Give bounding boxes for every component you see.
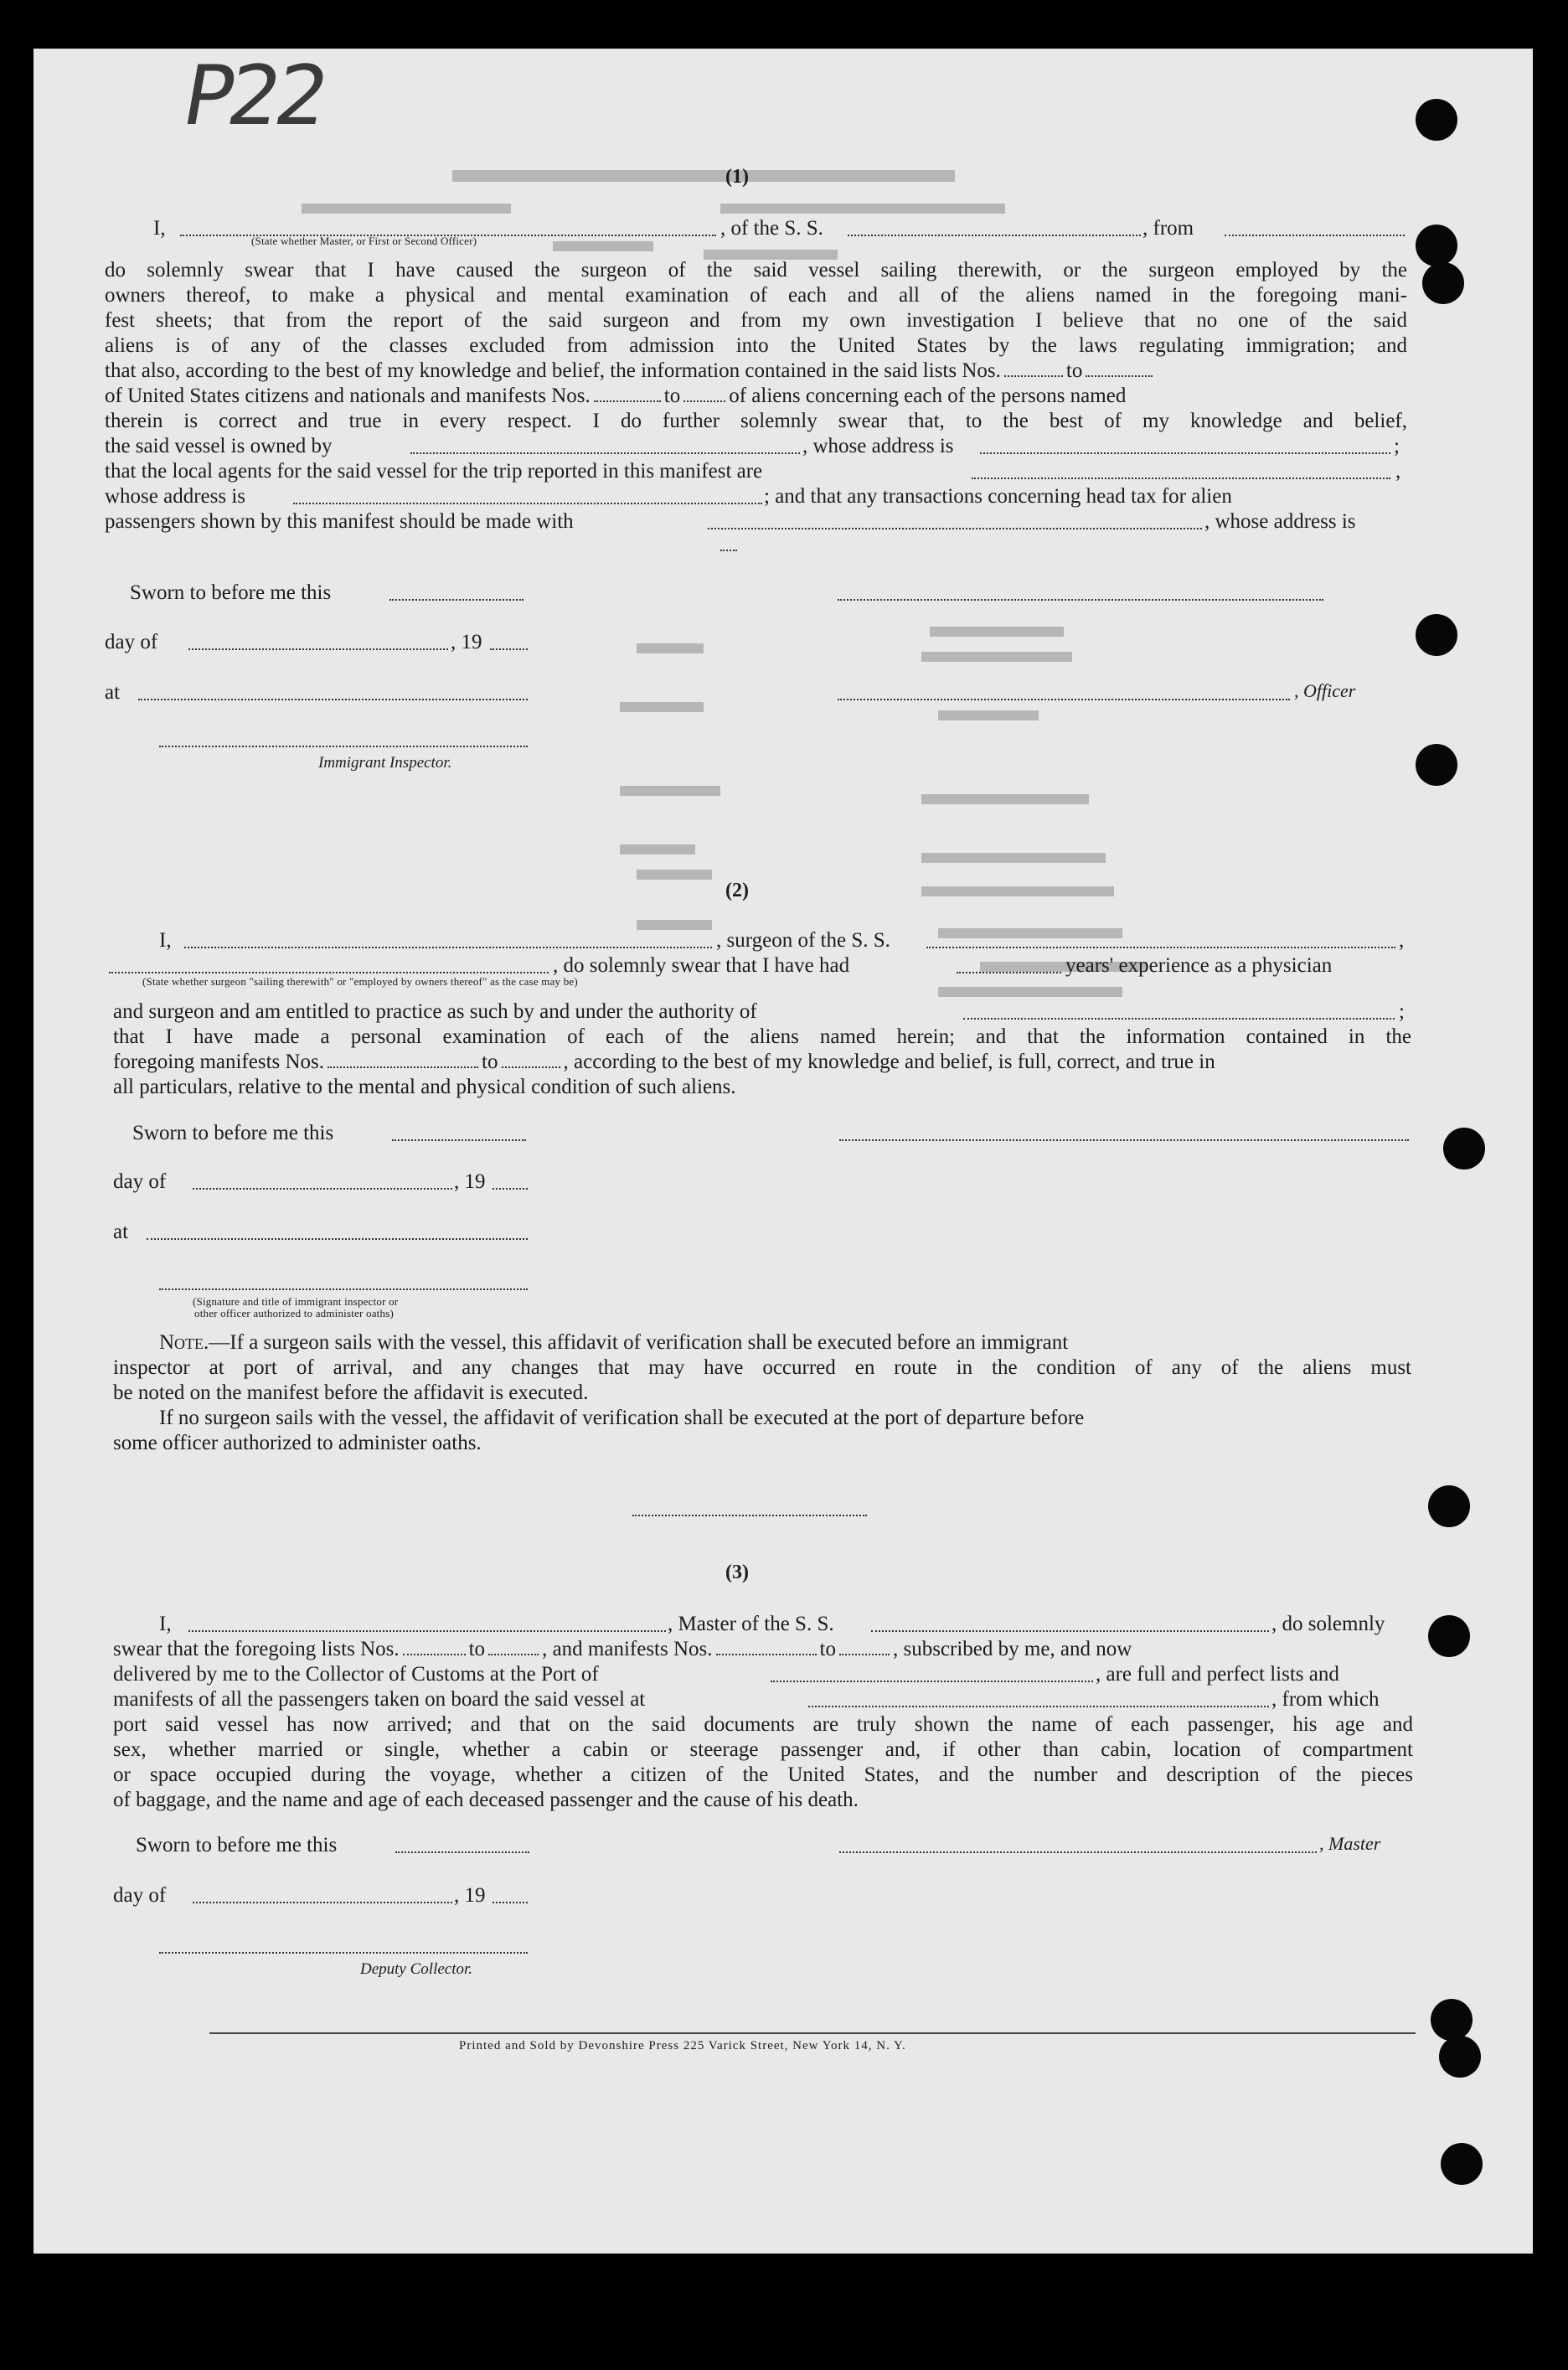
- lists-to-blank[interactable]: [1086, 362, 1153, 377]
- lists-nos-text: that also, according to the best of my knowledge and belief, the information contained in the said lists Nos.: [105, 359, 1001, 382]
- manifests-from-blank[interactable]: [594, 387, 661, 402]
- sec2-line-2: that I have made a personal examination of each of the aliens named herein; and that the information contained in the: [113, 1025, 1411, 1048]
- sec3-line-6: or space occupied during the voyage, whether a citizen of the United States, and the number and description of the pieces: [113, 1763, 1413, 1786]
- sec1-line-3: fest sheets; that from the report of the said surgeon and from my own investigation I believe that no one of the said: [105, 309, 1407, 332]
- do-solemnly-label: , do solemnly swear that I have had: [553, 954, 850, 977]
- comma: ,: [1399, 929, 1405, 952]
- manifest-page: [34, 49, 1533, 2254]
- sec3-line-7: of baggage, and the name and age of each deceased passenger and the cause of his death.: [113, 1789, 859, 1811]
- surgeon-name-blank[interactable]: [184, 947, 712, 948]
- punch-hole: [1428, 1485, 1470, 1527]
- full-correct-text: , according to the best of my knowledge and belief, is full, correct, and true in: [563, 1051, 1215, 1073]
- manifests-nos-text: foregoing manifests Nos.: [113, 1051, 325, 1073]
- collector-label: delivered by me to the Collector of Customs at the Port of: [113, 1663, 599, 1686]
- note-text: —If a surgeon sails with the vessel, this affidavit of verification shall be executed before an immigrant: [209, 1331, 1069, 1354]
- surgeon-ship-blank[interactable]: [926, 947, 1395, 948]
- aliens-text: of aliens concerning each of the persons named: [729, 385, 1127, 407]
- sec3-line-5: sex, whether married or single, whether a cabin or steerage passenger and, if other than cabin, location of compartment: [113, 1738, 1413, 1761]
- sec3-lists-to-blank[interactable]: [488, 1640, 539, 1655]
- years-blank[interactable]: [957, 972, 1061, 973]
- sig-note-1: (Signature and title of immigrant inspector or: [193, 1295, 399, 1308]
- whose-address-label: , whose address is: [802, 435, 954, 457]
- local-agents-label: that the local agents for the said vessel for the trip reported in this manifest are: [105, 460, 763, 483]
- to-label: to: [663, 385, 681, 407]
- manifests-nos-text: of United States citizens and nationals and manifests Nos.: [105, 385, 591, 407]
- owner-blank[interactable]: [410, 452, 800, 454]
- head-tax-address-blank[interactable]: [720, 550, 737, 551]
- from-label: , from: [1142, 217, 1194, 240]
- year-blank[interactable]: [493, 1902, 528, 1903]
- day-of-blank[interactable]: [193, 1188, 452, 1190]
- manifests-to-blank[interactable]: [683, 387, 725, 402]
- whose-address-label-2: whose address is: [105, 485, 246, 508]
- master-name-blank[interactable]: [188, 1630, 666, 1632]
- year-label: , 19: [451, 631, 482, 653]
- year-blank[interactable]: [493, 1188, 528, 1190]
- punch-hole: [1431, 1999, 1473, 2041]
- state-note: (State whether Master, or First or Second Officer): [251, 235, 477, 247]
- sec1-officer-line: [153, 216, 166, 241]
- manifests-nos-text: , and manifests Nos.: [542, 1638, 713, 1660]
- sec2-line-3: [113, 1050, 1215, 1075]
- handwritten-mark: P22: [175, 49, 332, 144]
- sworn-date-blank[interactable]: [389, 599, 524, 601]
- year-label: , 19: [454, 1884, 486, 1907]
- to-label: to: [1065, 359, 1083, 382]
- inspector-signature-blank[interactable]: [159, 1288, 528, 1290]
- master-caption: , Master: [1319, 1833, 1381, 1854]
- authority-label: and surgeon and am entitled to practice as such by and under the authority of: [113, 1000, 757, 1023]
- sec1-line-7: therein is correct and true in every respect. I do further solemnly swear that, to the best of my knowledge and belief,: [105, 410, 1407, 432]
- day-of-label: day of: [113, 1170, 167, 1193]
- ship-name-blank[interactable]: [848, 235, 1141, 236]
- note-line-3: be noted on the manifest before the affidavit is executed.: [113, 1381, 589, 1404]
- semicolon: ;: [1394, 435, 1400, 457]
- day-of-blank[interactable]: [193, 1902, 452, 1903]
- surgeon-of-label: , surgeon of the S. S.: [716, 929, 890, 952]
- sworn-label: Sworn to before me this: [130, 581, 332, 604]
- surgeon-signature-blank[interactable]: [839, 1139, 1409, 1141]
- sec1-line-6: [105, 384, 1126, 409]
- owned-by-label: the said vessel is owned by: [105, 435, 333, 457]
- do-solemnly-label: , do solemnly: [1271, 1613, 1385, 1635]
- officer-blank[interactable]: [838, 699, 1290, 700]
- collector-signature-blank[interactable]: [159, 1952, 528, 1954]
- master-signature-blank[interactable]: [839, 1851, 1317, 1853]
- punch-hole: [1416, 614, 1457, 656]
- sec2-manifests-from-blank[interactable]: [328, 1053, 478, 1068]
- sworn-date-blank[interactable]: [395, 1851, 529, 1853]
- sec2-manifests-to-blank[interactable]: [502, 1053, 560, 1068]
- years-experience-label: years' experience as a physician: [1065, 954, 1333, 977]
- from-which-label: , from which: [1271, 1688, 1380, 1711]
- section-divider: [632, 1515, 867, 1516]
- owner-address-blank[interactable]: [980, 452, 1390, 454]
- punch-hole: [1422, 262, 1464, 304]
- punch-hole: [1439, 2036, 1481, 2078]
- passengers-manifest-label: passengers shown by this manifest should be made with: [105, 510, 574, 533]
- section-1-number: (1): [725, 166, 749, 188]
- at-label: at: [105, 681, 121, 704]
- master-ship-blank[interactable]: [871, 1630, 1269, 1632]
- sworn-date-blank[interactable]: [392, 1139, 526, 1141]
- to-label: to: [482, 1051, 498, 1073]
- i-label: I,: [153, 217, 166, 240]
- year-label: , 19: [454, 1170, 486, 1193]
- printer-imprint: Printed and Sold by Devonshire Press 225 Varick Street, New York 14, N. Y.: [459, 2039, 906, 2052]
- head-tax-party-blank[interactable]: [708, 528, 1202, 529]
- head-tax-label: ; and that any transactions concerning head tax for alien: [764, 485, 1232, 508]
- sec1-line-2: owners thereof, to make a physical and mental examination of each and all of the aliens named in the foregoing mani-: [105, 284, 1407, 307]
- subscribed-text: , subscribed by me, and now: [892, 1638, 1132, 1660]
- sworn-label: Sworn to before me this: [136, 1834, 338, 1856]
- agents-address-blank[interactable]: [293, 503, 762, 504]
- from-port-blank[interactable]: [1225, 235, 1405, 236]
- punch-hole: [1416, 99, 1457, 141]
- officer-caption: , Officer: [1294, 680, 1356, 701]
- lists-from-blank[interactable]: [1004, 362, 1063, 377]
- punch-hole: [1441, 2143, 1483, 2185]
- boarding-port-blank[interactable]: [808, 1706, 1269, 1707]
- officer-signature-blank[interactable]: [838, 599, 1323, 601]
- year-blank[interactable]: [490, 648, 528, 650]
- sec1-line-5: [105, 359, 1156, 384]
- of-ss-label: , of the S. S.: [720, 217, 823, 240]
- sec3-line-4: port said vessel has now arrived; and that on the said documents are truly shown the name of each passenger, his age and: [113, 1713, 1413, 1736]
- note-line-4: If no surgeon sails with the vessel, the affidavit of verification shall be executed at the port of departure before: [159, 1407, 1085, 1429]
- comma: ,: [1395, 460, 1401, 483]
- surgeon-state-note: (State whether surgeon "sailing therewith" or "employed by owners thereof" as the case may be): [142, 975, 578, 988]
- punch-hole: [1428, 1615, 1470, 1657]
- whose-address-label-3: , whose address is: [1204, 510, 1356, 533]
- note-label: Note.: [159, 1331, 209, 1354]
- i-label: I,: [159, 1613, 172, 1635]
- punch-hole: [1416, 744, 1457, 786]
- note-line-5: some officer authorized to administer oaths.: [113, 1432, 482, 1454]
- semicolon: ;: [1399, 1000, 1405, 1023]
- inspector-caption: Immigrant Inspector.: [318, 754, 452, 772]
- day-of-blank[interactable]: [188, 648, 448, 650]
- section-2-number: (2): [725, 880, 749, 901]
- surgeon-status-blank[interactable]: [109, 972, 549, 973]
- footer-rule: [209, 2032, 1416, 2034]
- to-label: to: [819, 1638, 836, 1660]
- perfect-lists-label: , are full and perfect lists and: [1096, 1663, 1339, 1686]
- sec1-line-4: aliens is of any of the classes excluded from admission into the United States by the laws regulating immigration; and: [105, 334, 1407, 357]
- sig-note-2: other officer authorized to administer oaths): [194, 1307, 394, 1319]
- note-line-1: [159, 1330, 1068, 1355]
- note-line-2: inspector at port of arrival, and any changes that may have occurred en route in the condition of any of the aliens must: [113, 1356, 1411, 1379]
- section-3-number: (3): [725, 1562, 749, 1583]
- agents-blank[interactable]: [972, 478, 1390, 479]
- day-of-label: day of: [105, 631, 158, 653]
- master-of-label: , Master of the S. S.: [668, 1613, 834, 1635]
- to-label: to: [468, 1638, 486, 1660]
- port-blank[interactable]: [771, 1681, 1093, 1682]
- lists-nos-text: swear that the foregoing lists Nos.: [113, 1638, 400, 1660]
- punch-hole: [1416, 225, 1457, 266]
- at-blank[interactable]: [147, 1238, 528, 1240]
- sworn-label: Sworn to before me this: [132, 1122, 334, 1144]
- punch-hole: [1443, 1128, 1485, 1170]
- collector-caption: Deputy Collector.: [360, 1960, 473, 1978]
- sec3-manifests-from-blank[interactable]: [716, 1640, 817, 1655]
- sec2-line-4: all particulars, relative to the mental and physical condition of such aliens.: [113, 1076, 736, 1098]
- at-label: at: [113, 1221, 129, 1243]
- sec3-lists-from-blank[interactable]: [403, 1640, 466, 1655]
- i-label: I,: [159, 929, 172, 952]
- sec1-line-1: do solemnly swear that I have caused the surgeon of the said vessel sailing therewith, or the surgeon employed by the: [105, 259, 1407, 281]
- sec3-manifests-to-blank[interactable]: [839, 1640, 890, 1655]
- inspector-signature-blank[interactable]: [159, 746, 528, 747]
- taken-on-board-label: manifests of all the passengers taken on board the said vessel at: [113, 1688, 646, 1711]
- at-blank[interactable]: [138, 699, 528, 700]
- authority-blank[interactable]: [963, 1018, 1395, 1020]
- sec3-line-1: [113, 1637, 1132, 1662]
- day-of-label: day of: [113, 1884, 167, 1907]
